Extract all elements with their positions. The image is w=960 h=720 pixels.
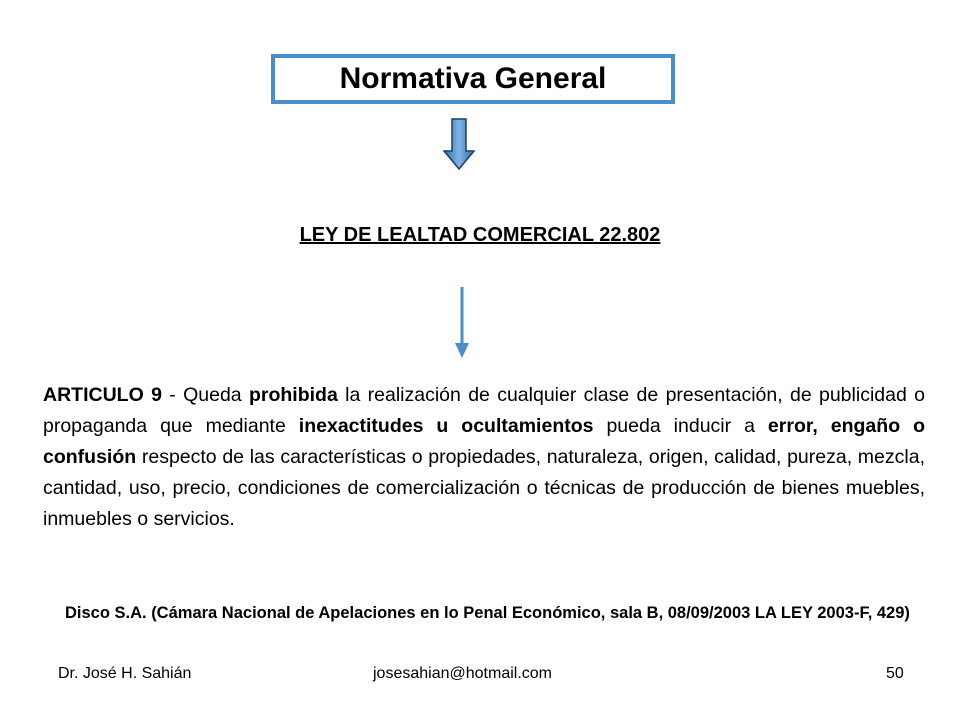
article-text (43, 380, 925, 535)
footer-email: josesahian@hotmail.com (373, 665, 552, 682)
article-segment: la realización de cualquier clase de presentación, de publicidad o propaganda que mediante (43, 384, 925, 437)
article-segment: pueda inducir a (593, 415, 768, 437)
title-box (271, 54, 675, 104)
article-emphasis: error, engaño o confusión (43, 415, 925, 468)
page-number: 50 (886, 665, 904, 682)
article-segment: respecto de las características o propiedades, naturaleza, origen, calidad, pureza, mezcla, cantidad, uso, precio, condiciones de comercialización o técnicas de producción de bienes muebles, inmuebles o servicios. (43, 446, 925, 530)
down-arrow-icon (452, 287, 472, 359)
article-emphasis: inexactitudes u ocultamientos (298, 415, 594, 437)
slide-title: Normativa General (339, 62, 607, 95)
law-title: LEY DE LEALTAD COMERCIAL 22.802 (299, 224, 661, 246)
footer-author: Dr. José H. Sahián (58, 665, 192, 682)
down-arrow-icon (443, 118, 475, 170)
case-citation: Disco S.A. (Cámara Nacional de Apelaciones en lo Penal Económico, sala B, 08/09/2003 LA LEY 2003-F, 429) (65, 604, 910, 622)
article-segment: - Queda (161, 384, 249, 406)
article-emphasis: prohibida (248, 384, 338, 406)
article-heading: ARTICULO 9 (43, 384, 162, 406)
